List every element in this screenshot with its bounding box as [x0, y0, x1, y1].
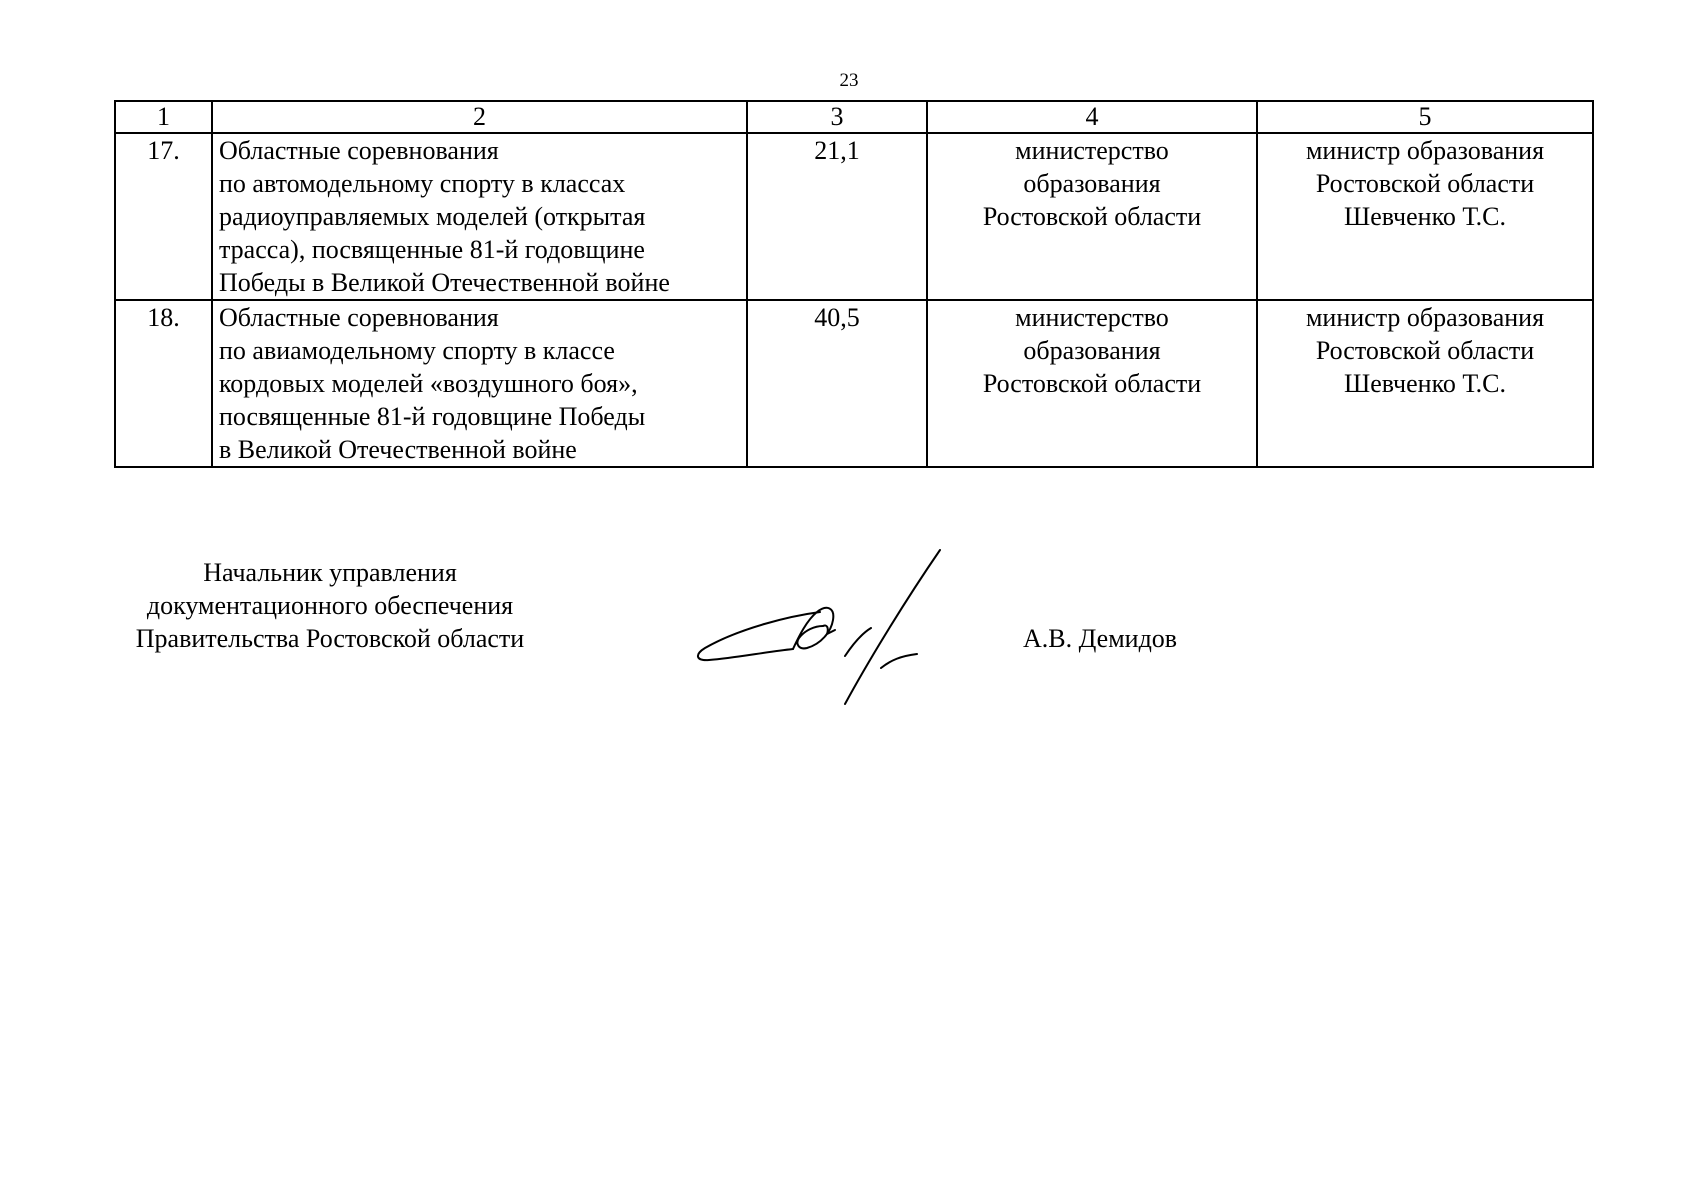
responsible-line: Шевченко Т.С. — [1343, 369, 1507, 398]
handwritten-signature — [695, 548, 985, 708]
organization-line: Ростовской области — [982, 369, 1202, 398]
signatory-title-line: документационного обеспечения — [146, 591, 514, 620]
event-name-line: кордовых моделей «воздушного боя», — [219, 369, 638, 398]
header-cell-4: 4 — [927, 101, 1257, 133]
header-cell-5: 5 — [1257, 101, 1593, 133]
responsible-line: Шевченко Т.С. — [1343, 202, 1507, 231]
table-row — [115, 300, 1593, 467]
event-name-line: Победы в Великой Отечественной войне — [219, 268, 670, 297]
table-row — [115, 133, 1593, 300]
row-number: 17. — [115, 133, 212, 300]
event-name-line: в Великой Отечественной войне — [219, 435, 577, 464]
event-name-line: трасса), посвященные 81-й годовщине — [219, 235, 645, 264]
event-name-line: радиоуправляемых моделей (открытая — [219, 202, 646, 231]
organization-line: Ростовской области — [982, 202, 1202, 231]
events-table — [114, 100, 1594, 468]
event-name-line: по авиамодельному спорту в классе — [219, 336, 615, 365]
organization-line: министерство — [1015, 136, 1169, 165]
header-cell-1: 1 — [115, 101, 212, 133]
signatory-title-line: Правительства Ростовской области — [135, 624, 525, 653]
event-name-line: посвященные 81-й годовщине Победы — [219, 402, 646, 431]
event-name-line: по автомодельному спорту в классах — [219, 169, 626, 198]
page-number: 23 — [839, 70, 859, 91]
signatory-title-line: Начальник управления — [203, 558, 457, 587]
responsible-line: Ростовской области — [1315, 336, 1535, 365]
responsible-cell — [1257, 300, 1593, 467]
header-cell-2: 2 — [212, 101, 747, 133]
event-name-line: Областные соревнования — [219, 136, 499, 165]
signatory-title — [110, 556, 550, 655]
responsible-line: министр образования — [1305, 136, 1545, 165]
responsible-line: министр образования — [1305, 303, 1545, 332]
amount-cell: 40,5 — [747, 300, 927, 467]
event-name-cell — [212, 133, 747, 300]
responsible-line: Ростовской области — [1315, 169, 1535, 198]
table-header-row — [115, 101, 1593, 133]
organization-cell — [927, 300, 1257, 467]
responsible-cell — [1257, 133, 1593, 300]
organization-cell — [927, 133, 1257, 300]
event-name-cell — [212, 300, 747, 467]
organization-line: образования — [1023, 169, 1161, 198]
amount-cell: 21,1 — [747, 133, 927, 300]
row-number: 18. — [115, 300, 212, 467]
organization-line: образования — [1023, 336, 1161, 365]
organization-line: министерство — [1015, 303, 1169, 332]
header-cell-3: 3 — [747, 101, 927, 133]
signatory-name: А.В. Демидов — [1023, 624, 1178, 653]
event-name-line: Областные соревнования — [219, 303, 499, 332]
